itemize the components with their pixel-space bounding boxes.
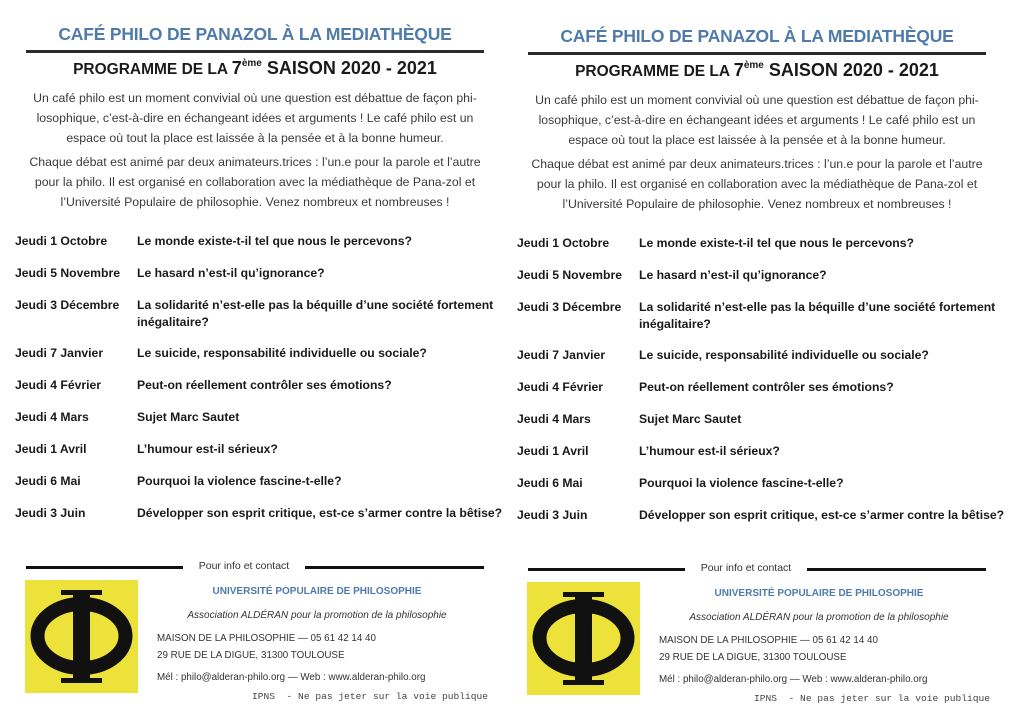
session-topic: Le suicide, responsabilité individuelle ou sociale? [639,348,929,362]
organization-name: UNIVERSITÉ POPULAIRE DE PHILOSOPHIE [714,588,924,599]
schedule-row [15,473,510,505]
intro-paragraph-2 [26,152,484,212]
schedule-row [517,411,1012,443]
flyer-title: CAFÉ PHILO DE PANAZOL À LA MEDIATHÈQUE [58,24,452,44]
schedule-list [15,233,510,537]
season-subtitle [26,58,484,79]
session-topic: Le suicide, responsabilité individuelle ou sociale? [137,346,427,360]
session-topic: Développer son esprit critique, est-ce s’armer contre la bêtise? [639,508,1005,522]
session-date: Jeudi 5 Novembre [517,268,622,282]
session-topic: Le monde existe-t-il tel que nous le percevons? [639,236,914,250]
contact-divider-left [26,566,183,569]
association-name: Association ALDÉRAN pour la promotion de la philosophie [187,610,447,621]
schedule-row [15,409,510,441]
session-date: Jeudi 3 Juin [517,508,588,522]
season-years: SAISON 2020 - 2021 [261,58,437,78]
session-topic: La solidarité n’est-elle pas la béquille d’une société fortement inégalitaire? [639,300,996,331]
season-ordinal: ème [241,58,262,69]
address-street: 29 RUE DE LA DIGUE, 31300 TOULOUSE [157,650,345,661]
phi-logo [25,580,138,693]
session-topic: Le monde existe-t-il tel que nous le percevons? [137,234,412,248]
session-date: Jeudi 4 Février [517,380,604,394]
schedule-row [15,297,510,345]
session-date: Jeudi 6 Mai [517,476,583,490]
schedule-row [517,347,1012,379]
session-date: Jeudi 3 Juin [15,506,86,520]
phi-logo [527,582,640,695]
subtitle-prefix: PROGRAMME DE LA [73,61,232,78]
season-number: 7 [733,60,744,80]
intro-paragraph-2 [528,154,986,214]
contact-label: Pour info et contact [700,562,792,574]
intro-paragraph-1 [26,88,484,148]
session-date: Jeudi 7 Janvier [15,346,104,360]
address-street: 29 RUE DE LA DIGUE, 31300 TOULOUSE [659,652,847,663]
schedule-row [15,441,510,473]
email-web: Mél : philo@alderan-philo.org — Web : www.alderan-philo.org [659,674,928,685]
session-topic: Pourquoi la violence fascine-t-elle? [137,474,342,488]
email-web: Mél : philo@alderan-philo.org — Web : www.alderan-philo.org [157,672,426,683]
session-topic: Développer son esprit critique, est-ce s’armer contre la bêtise? [137,506,503,520]
session-topic: Sujet Marc Sautet [137,410,240,424]
title-divider [528,52,986,55]
subtitle-prefix: PROGRAMME DE LA [575,63,734,80]
session-date: Jeudi 1 Avril [15,442,87,456]
session-date: Jeudi 4 Mars [517,412,591,426]
session-topic: Le hasard n’est-il qu’ignorance? [639,268,827,282]
session-date: Jeudi 7 Janvier [517,348,606,362]
season-number: 7 [231,58,242,78]
intro-paragraph-1 [528,90,986,150]
session-topic: Pourquoi la violence fascine-t-elle? [639,476,844,490]
flyer-title: CAFÉ PHILO DE PANAZOL À LA MEDIATHÈQUE [560,26,954,46]
session-topic: L’humour est-il sérieux? [639,444,780,458]
intro-text: Chaque débat est animé par deux animateurs.trices : l’un.e pour la parole et l’autre pour la philo. Il est organisé en collaboration avec la médiathèque de Pana-zol et l’Université Populaire de philosophie. Venez nombreux et nombreuses ! [531,157,983,211]
intro-text: Chaque débat est animé par deux animateurs.trices : l’un.e pour la parole et l’autre pour la philo. Il est organisé en collaboration avec la médiathèque de Pana-zol et l’Université Populaire de philosophie. Venez nombreux et nombreuses ! [29,155,481,209]
schedule-row [15,377,510,409]
association-name: Association ALDÉRAN pour la promotion de la philosophie [689,612,949,623]
schedule-row [517,267,1012,299]
session-date: Jeudi 3 Décembre [15,298,120,312]
schedule-row [517,379,1012,411]
session-topic: Peut-on réellement contrôler ses émotions? [639,380,894,394]
address-phone: MAISON DE LA PHILOSOPHIE — 05 61 42 14 40 [659,635,878,646]
session-topic: La solidarité n’est-elle pas la béquille d’une société fortement inégalitaire? [137,298,494,329]
ipns-notice: IPNS - Ne pas jeter sur la voie publique [252,691,489,702]
schedule-row [517,507,1012,539]
session-date: Jeudi 6 Mai [15,474,81,488]
session-date: Jeudi 4 Février [15,378,102,392]
address-phone: MAISON DE LA PHILOSOPHIE — 05 61 42 14 40 [157,633,376,644]
season-subtitle [528,60,986,81]
intro-text: Un café philo est un moment convivial où une question est débattue de façon phi-losophique, c’est-à-dire en échangeant idées et arguments ! Le café philo est un espace où tout la place est laissée à la pensée et à la bonne humeur. [33,91,477,145]
session-topic: L’humour est-il sérieux? [137,442,278,456]
session-date: Jeudi 1 Octobre [517,236,610,250]
intro-text: Un café philo est un moment convivial où une question est débattue de façon phi-losophique, c’est-à-dire en échangeant idées et arguments ! Le café philo est un espace où tout la place est laissée à la pensée et à la bonne humeur. [535,93,979,147]
contact-divider-right [305,566,484,569]
title-divider [26,50,484,53]
phi-icon [527,582,640,695]
contact-divider-left [528,568,685,571]
session-topic: Peut-on réellement contrôler ses émotions? [137,378,392,392]
schedule-row [15,345,510,377]
schedule-row [15,233,510,265]
schedule-row [517,235,1012,267]
flyer-left [0,0,512,723]
schedule-row [517,475,1012,507]
ipns-notice: IPNS - Ne pas jeter sur la voie publique [754,693,991,704]
session-date: Jeudi 3 Décembre [517,300,622,314]
session-date: Jeudi 4 Mars [15,410,89,424]
schedule-row [517,299,1012,347]
session-date: Jeudi 1 Octobre [15,234,108,248]
schedule-row [517,443,1012,475]
contact-label: Pour info et contact [198,560,290,572]
schedule-row [15,505,510,537]
session-date: Jeudi 5 Novembre [15,266,120,280]
flyer-right [502,2,1014,725]
session-date: Jeudi 1 Avril [517,444,589,458]
session-topic: Sujet Marc Sautet [639,412,742,426]
schedule-row [15,265,510,297]
season-years: SAISON 2020 - 2021 [763,60,939,80]
organization-name: UNIVERSITÉ POPULAIRE DE PHILOSOPHIE [212,586,422,597]
session-topic: Le hasard n’est-il qu’ignorance? [137,266,325,280]
contact-divider-right [807,568,986,571]
schedule-list [517,235,1012,539]
season-ordinal: ème [743,60,764,71]
phi-icon [25,580,138,693]
